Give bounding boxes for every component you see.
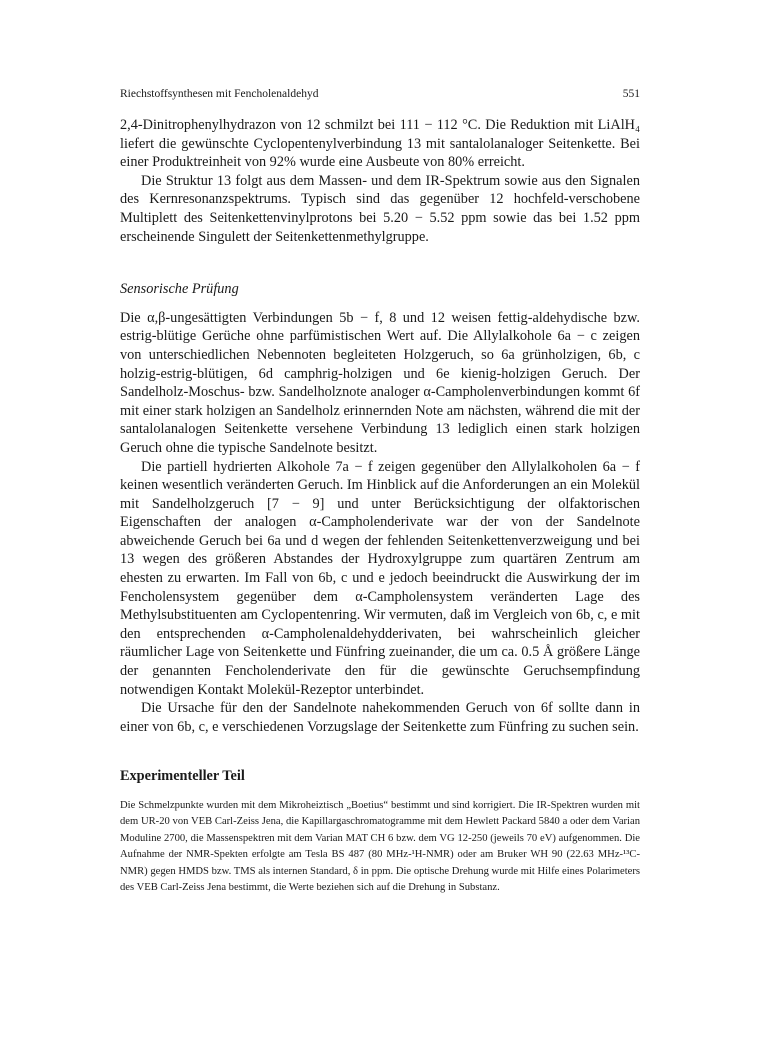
heading-sensory-test: Sensorische Prüfung	[120, 281, 239, 298]
heading-experimental: Experimenteller Teil	[120, 768, 245, 785]
paragraph-sensory-2: Die partiell hydrierten Alkohole 7a − f zeigen gegenüber den Allylalkoholen 6a − f keinen wesentlich veränderten Geruch. Im Hinblick auf die Anforderungen an ein Molekül mit Sandelholzgeruch [7 − 9] und unter Berücksichtigung der olfaktorischen Eigenschaften der analogen α-Campholenderivate war der von der Sandelnote abweichende Geruch bei 6a und d wegen der fehlenden Seitenkettenverzweigung und bei 13 wegen des größeren Abstandes der Hydroxylgruppe zum quartären Zentrum am ehesten zu erwarten. Im Fall von 6b, c und e jedoch beeindruckt die Auswirkung der im Fencholensystem gegenüber dem α-Campholensystem veränderten Lage des Methylsubstituenten am Cyclopentenring. Wir vermuten, daß im Vergleich von 6b, c, e mit den entsprechenden α-Campholenaldehydderivaten, bei wahrscheinlich gleicher räumlicher Lage von Seitenkette und Fünfring zueinander, die um ca. 0.5 Å größere Länge der genannten Fencholenderivate den für die gewünschte Geruchsempfindung notwendigen Kontakt Molekül-Rezeptor unterbindet.	[120, 458, 640, 698]
paragraph-experimental: Die Schmelzpunkte wurden mit dem Mikroheiztisch „Boetius“ bestimmt und sind korrigiert. Die IR-Spektren wurden mit dem UR-20 von VEB Carl-Zeiss Jena, die Kapillargaschromatogramme mit dem Hewlett Packard 5840 a oder dem Varian Moduline 2700, die Massenspektren mit dem Varian MAT CH 6 bzw. dem VG 12-250 (jeweils 70 eV) aufgenommen. Die Aufnahme der NMR-Spekten erfolgte am Tesla BS 487 (80 MHz-¹H-NMR) oder am Bruker WH 90 (22.63 MHz-¹³C-NMR) gegen HMDS bzw. TMS als internen Standard, δ in ppm. Die optische Drehung wurde mit Hilfe eines Polarimeters des VEB Carl-Zeiss Jena bestimmt, die Werte beziehen sich auf die Drehung in Substanz.	[120, 800, 640, 894]
page-body	[120, 116, 640, 896]
page-number: 551	[622, 88, 640, 100]
paragraph-hydrazone: 2,4-Dinitrophenylhydrazon von 12 schmilzt bei 111 − 112 °C. Die Reduktion mit LiAlH₄ liefert die gewünschte Cyclopentenylverbindung 13 mit santalolanaloger Seitenkette. Bei einer Produktreinheit von 92% wurde eine Ausbeute von 80% erreicht.	[120, 117, 640, 171]
paragraph-sensory-1: Die α,β-ungesättigten Verbindungen 5b − f, 8 und 12 weisen fettig-aldehydische bzw. estrig-blütige Gerüche ohne parfümistischen Wert auf. Die Allylalkohole 6a − c zeigen von unterschiedlichen Nebennoten begleiteten Holzgeruch, so 6a grünholzigen, 6b, c holzig-estrig-blütigen, 6d camphrig-holzigen und 6e kienig-holzigen Geruch. Der Sandelholz-Moschus- bzw. Sandelholznote analoger α-Campholenverbindungen kommt 6f mit einer stark holzigen an Sandelholz erinnernden Note am nächsten, während die mit der santalolanalogen Seitenkette versehene Verbindung 13 lediglich einen stark holzigen Geruch ohne die typische Sandelnote besitzt.	[120, 309, 640, 456]
page-header	[120, 88, 640, 108]
paragraph-structure: Die Struktur 13 folgt aus dem Massen- und dem IR-Spektrum sowie aus den Signalen des Kernresonanzspektrums. Typisch sind das gegenüber 12 hochfeld-verschobene Multiplett des Seitenkettenvinylprotons bei 5.20 − 5.52 ppm sowie das bei 1.52 ppm erscheinende Singulett der Seitenkettenmethylgruppe.	[120, 172, 640, 245]
running-title: Riechstoffsynthesen mit Fencholenaldehyd	[120, 88, 319, 100]
paragraph-sensory-3: Die Ursache für den der Sandelnote nahekommenden Geruch von 6f sollte dann in einer von 6b, c, e verschiedenen Vorzugslage der Seitenkette zum Fünfring zu suchen sein.	[120, 700, 640, 735]
